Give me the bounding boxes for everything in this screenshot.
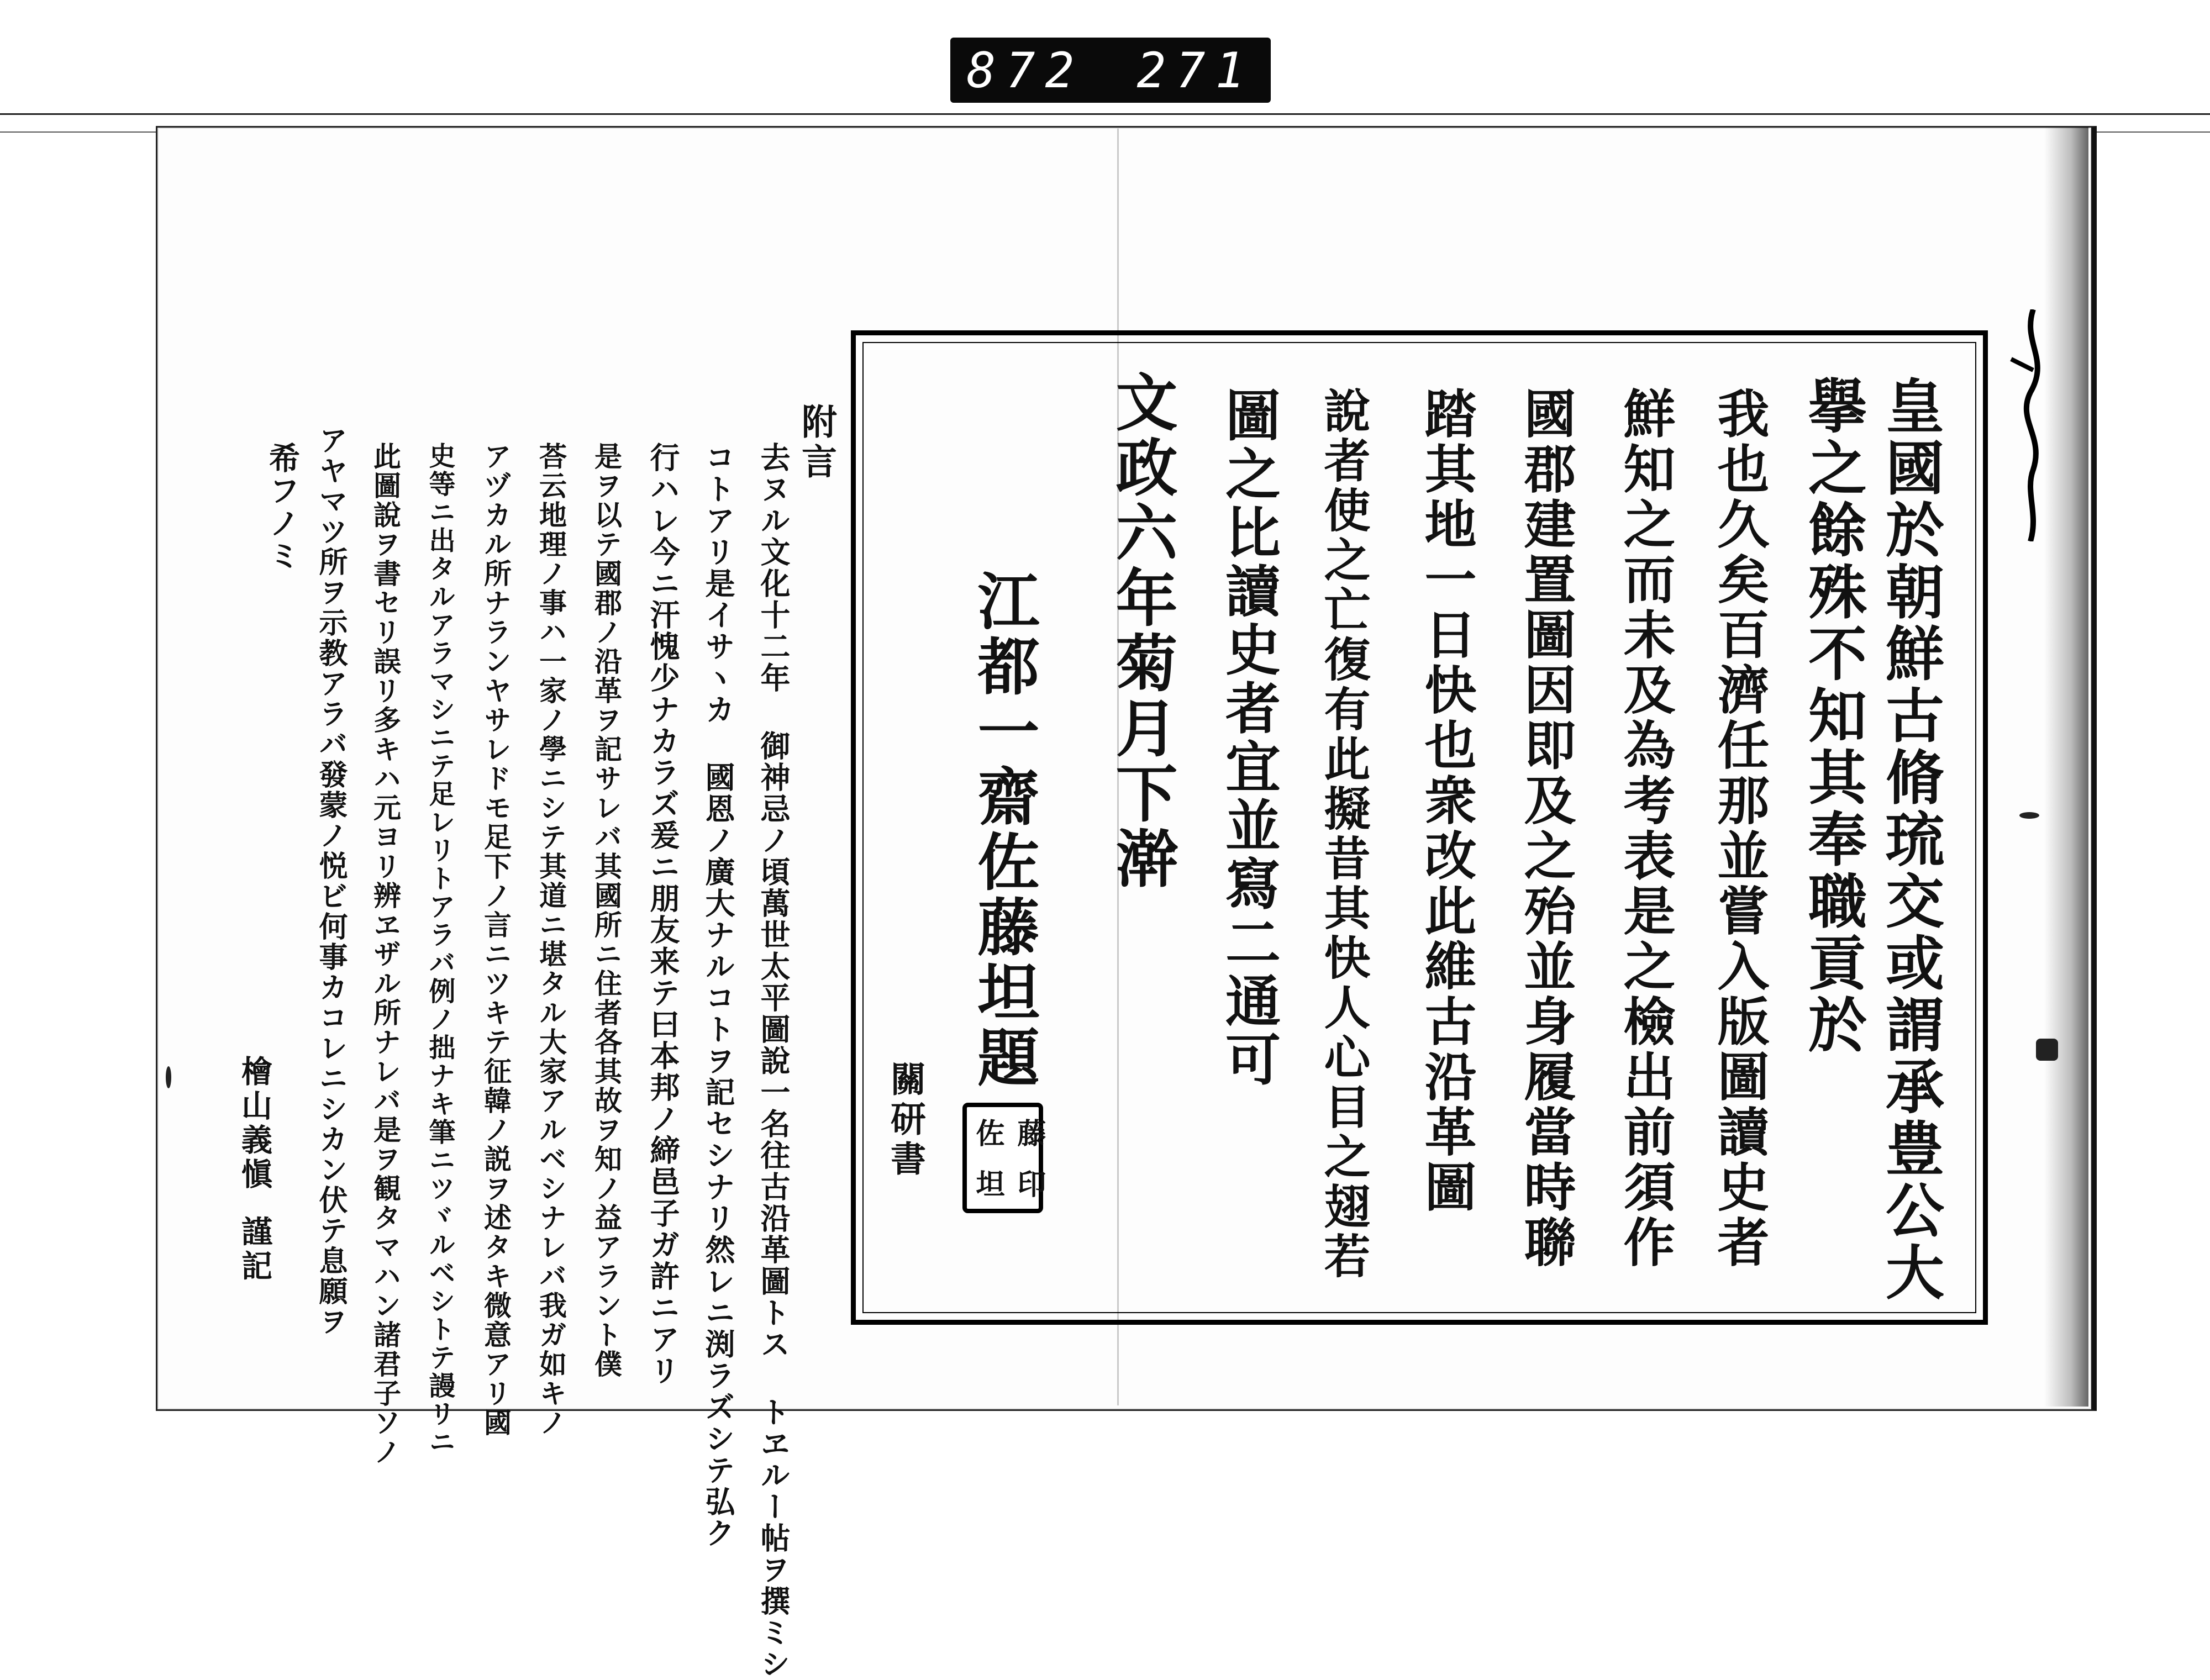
preface-column: 文政六年菊月下澣 [1106, 370, 1178, 892]
afterword-column: 此圖說ヲ書セリ誤リ多キハ元ヨリ辨ヱザル所ナレバ是ヲ観タマハン諸君子ソノ [369, 442, 401, 1467]
preface-column: 鮮知之而未及為考表是之檢出前須作 [1614, 387, 1675, 1271]
preface-column: 說者使之亡復有此擬昔其快人心目之翅若 [1317, 387, 1371, 1282]
scan-speck [2036, 1039, 2058, 1061]
preface-column: 國郡建置圖因即及之殆並身履當時聯 [1515, 387, 1576, 1271]
afterword-column: 荅云地理ノ事ハ一家ノ學ニシテ其道ニ堪タル大家アルベシナレバ我ガ如キノ [535, 442, 567, 1437]
preface-column: 皇國於朝鮮古脩琉交或謂承豊公大 [1876, 376, 1945, 1304]
afterword-column: アヤマツ所ヲ示教アラバ發蒙ノ悦ビ何事カコレニシカン伏テ息願ヲ [314, 425, 347, 1337]
afterword-column: 是ヲ以テ國郡ノ沿革ヲ記サレバ其國所ニ住者各其故ヲ知ノ益アラント僕 [590, 442, 622, 1379]
seal-stamp: 佐 藤 坦 印 [962, 1103, 1043, 1213]
catalog-number-label [950, 38, 1271, 103]
afterword-heading: 附言 [796, 403, 836, 483]
afterword-author: 檜山義愼 [236, 1055, 272, 1192]
afterword-column: 史等ニ出タルアラマシニテ足レリトアラバ例ノ拙ナキ筆ニツヾルベシトテ謾リニ [424, 442, 455, 1456]
afterword-column: 行ハレ今ニ汗愧少ナカラズ爰ニ朋友来テ曰本邦ノ締邑子ガ許ニアリ [645, 442, 680, 1387]
preface-column: 擧之餘殊不知其奉職貢於 [1799, 376, 1868, 1056]
catalog-number-left: 872 [966, 41, 1085, 99]
scan-speck [2019, 812, 2039, 819]
scan-edge-line [0, 113, 2210, 115]
torn-edge-mark [2000, 309, 2066, 541]
scan-speck [166, 1066, 171, 1088]
preface-column: 踏其地一日快也衆改此維古沿革圖 [1416, 387, 1476, 1215]
afterword-column: コトアリ是イサヽカ 國恩ノ廣大ナルコトヲ記セシナリ然レニ渕ラズシテ弘ク [701, 442, 735, 1549]
afterword-column: アヅカル所ナランヤサレドモ足下ノ言ニツキテ征韓ノ説ヲ述タキ微意アリ國 [480, 442, 512, 1437]
afterword-column: 希フノミ [264, 442, 300, 572]
preface-signature: 江都一齋佐藤坦題 [967, 569, 1040, 1091]
catalog-number-right: 271 [1136, 41, 1255, 99]
afterword-column: 去ヌル文化十二年 御神忌ノ頃萬世太平圖說一名往古沿革圖トス トヱルー帖ヲ撰ミシ [756, 442, 791, 1680]
afterword-author-suffix: 謹記 [236, 1215, 272, 1284]
preface-column: 我也久矣百濟任那並嘗入版圖讀史者 [1708, 387, 1769, 1271]
calligrapher-credit: 關研書 [885, 1061, 926, 1180]
preface-column: 圖之比讀史者宜並寫二通可 [1216, 387, 1281, 1089]
